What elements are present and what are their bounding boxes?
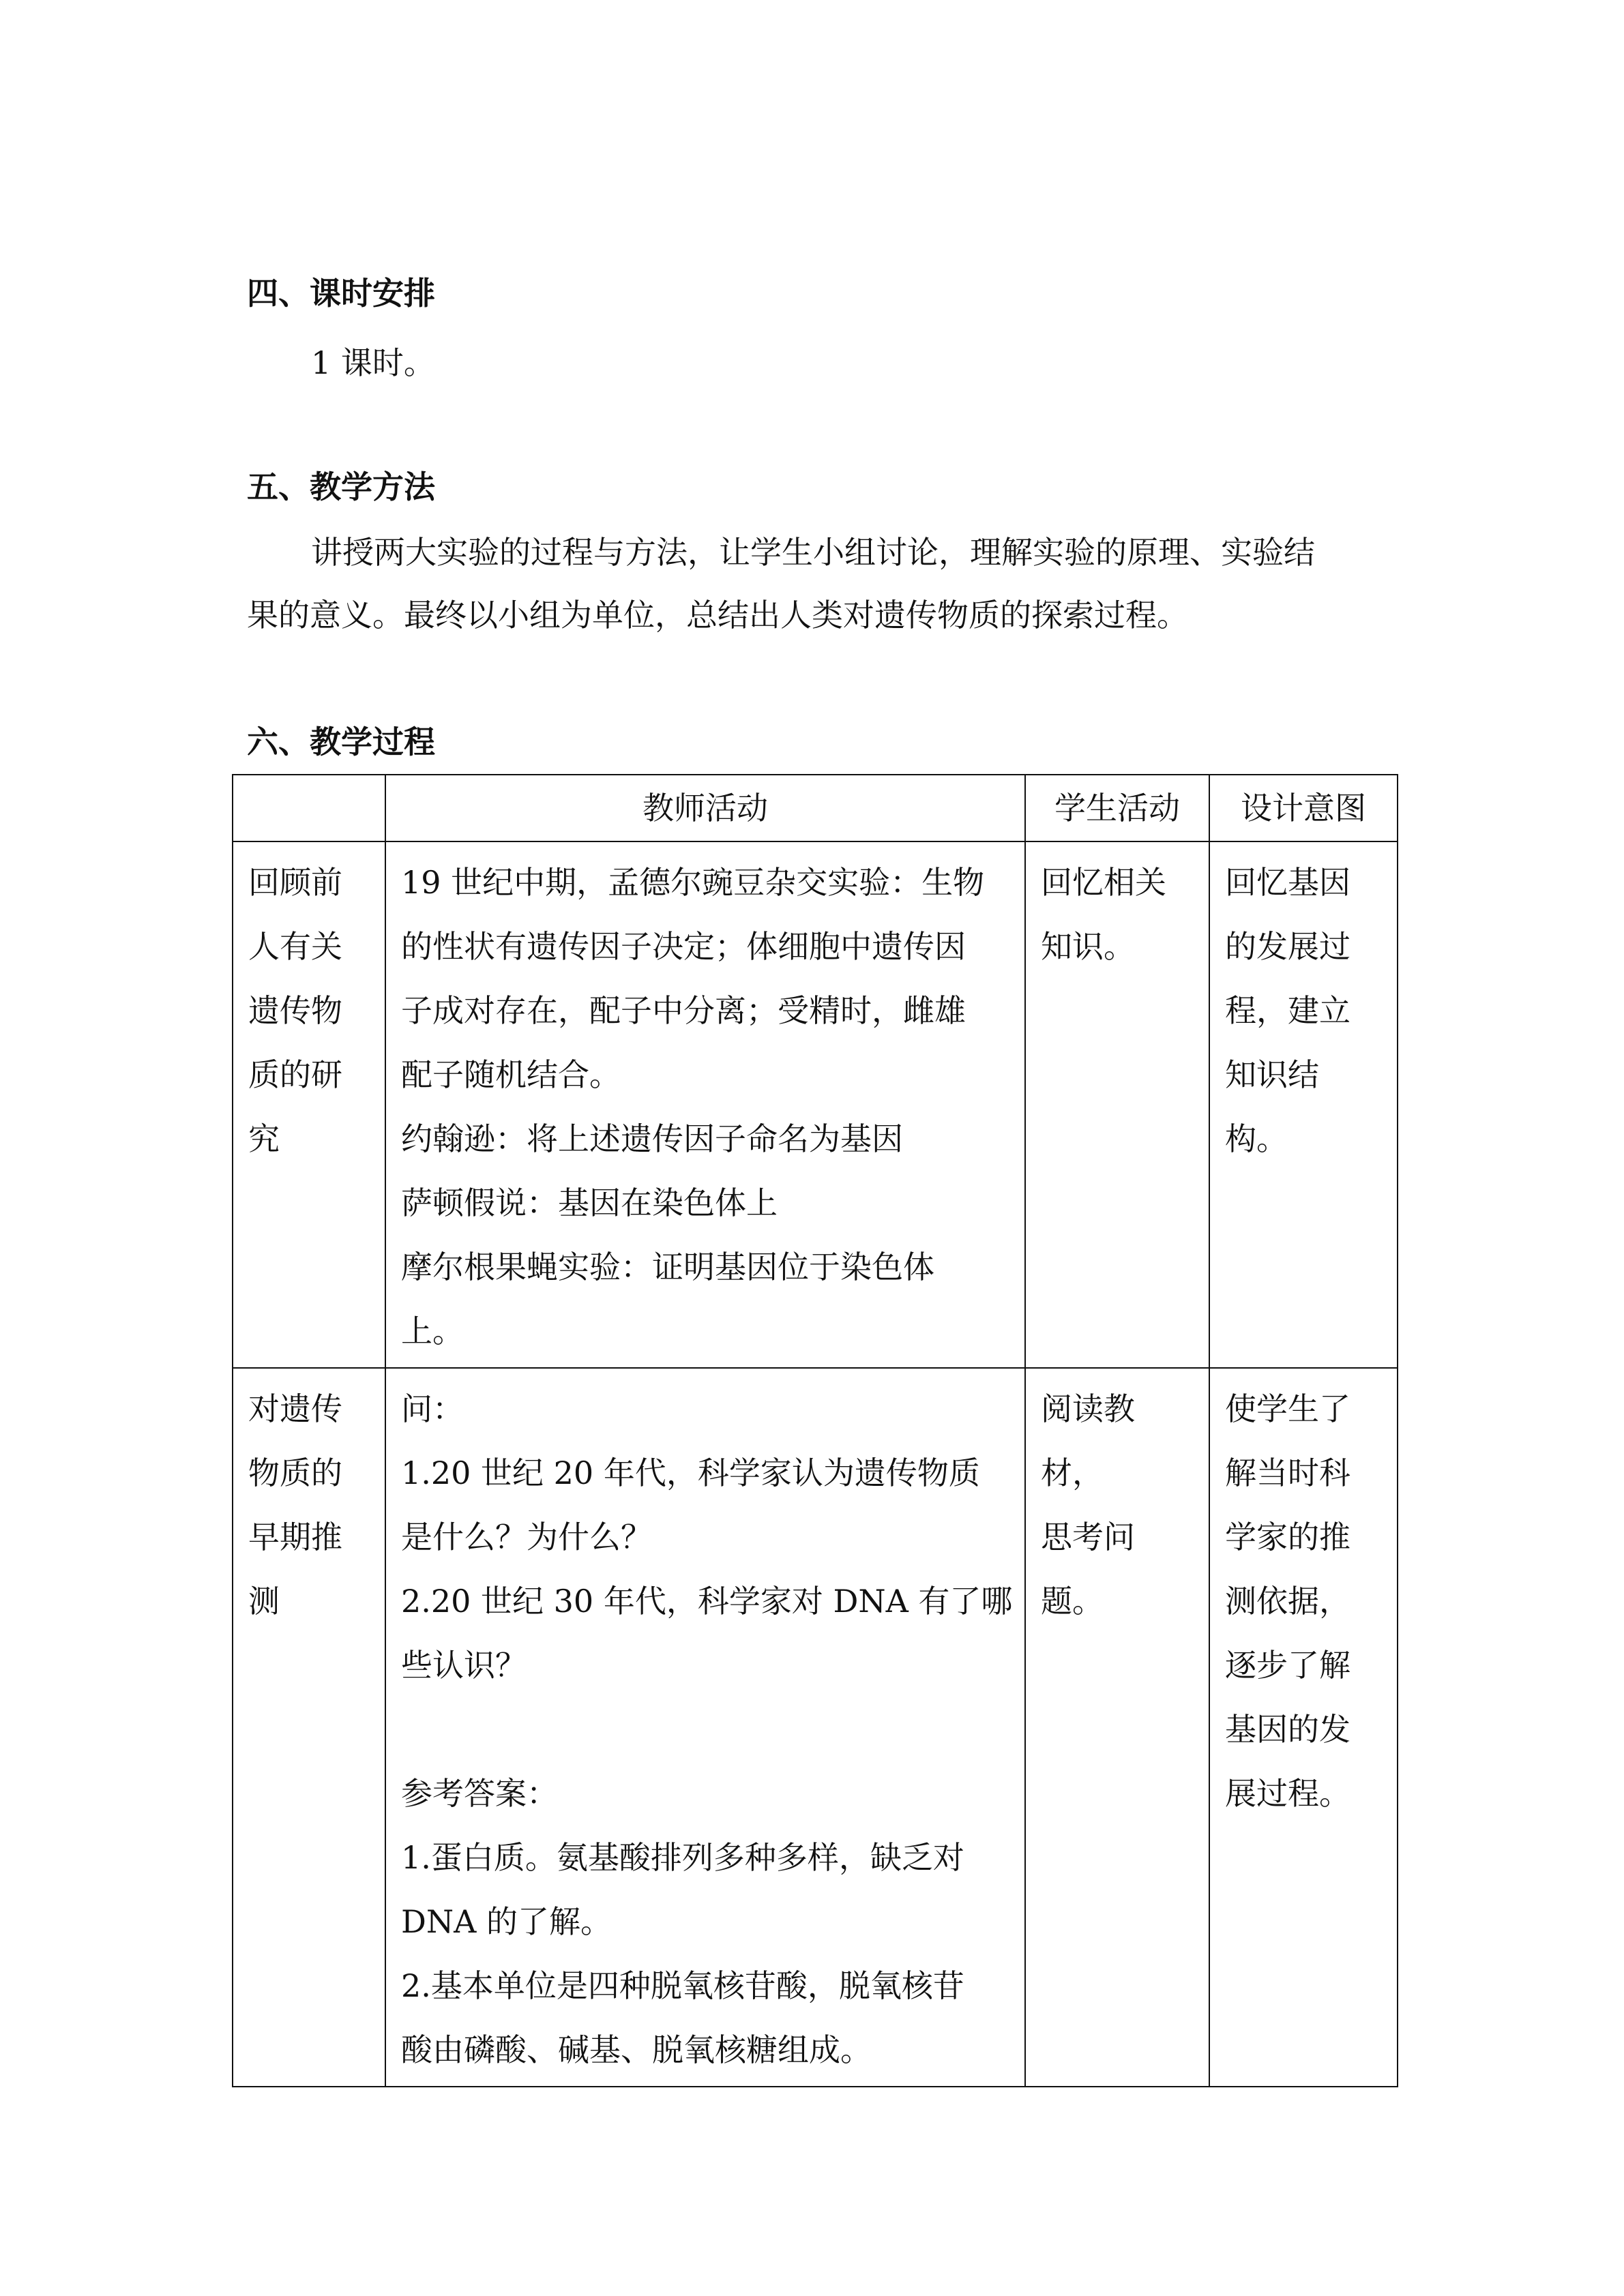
section-heading-process: 六、教学过程 <box>247 724 435 760</box>
cell-line: 萨顿假说：基因在染色体上 <box>401 1184 778 1221</box>
header-cell-student: 学生活动 <box>1025 775 1209 841</box>
table-row <box>233 1368 1398 2087</box>
header-cell-intent: 设计意图 <box>1209 775 1398 841</box>
stage-cell <box>233 841 385 1368</box>
design-intent-cell <box>1209 1368 1398 2087</box>
cell-line: 基因的发 <box>1225 1711 1350 1748</box>
cell-line: 测 <box>248 1583 280 1620</box>
cell-line: 知识。 <box>1041 928 1135 965</box>
stage-cell <box>233 1368 385 2087</box>
cell-line: 些认识？ <box>401 1647 527 1684</box>
cell-line: 知识结 <box>1225 1056 1319 1093</box>
cell-line: 究 <box>248 1120 280 1157</box>
section-heading-schedule: 四、课时安排 <box>247 275 435 312</box>
cell-line: 2.20 世纪 30 年代，科学家对 DNA 有了哪 <box>401 1583 1013 1620</box>
cell-line: 逐步了解 <box>1225 1647 1350 1684</box>
header-cell-teacher: 教师活动 <box>385 775 1025 841</box>
table-row <box>233 841 1398 1368</box>
design-intent-cell <box>1209 841 1398 1368</box>
cell-line: 程，建立 <box>1225 992 1350 1029</box>
cell-line: 人有关 <box>248 928 342 965</box>
cell-line: 子成对存在，配子中分离；受精时，雌雄 <box>401 992 966 1029</box>
student-activity-cell <box>1025 1368 1209 2087</box>
cell-line: 酸由磷酸、碱基、脱氧核糖组成。 <box>401 2031 872 2068</box>
cell-line: 回顾前 <box>248 864 342 901</box>
method-line: 果的意义。最终以小组为单位，总结出人类对遗传物质的探索过程。 <box>247 597 1188 633</box>
teacher-activity-cell <box>385 1368 1025 2087</box>
cell-line: 学家的推 <box>1225 1519 1350 1555</box>
cell-line: 配子随机结合。 <box>401 1056 621 1093</box>
cell-line: 参考答案： <box>401 1775 558 1812</box>
cell-line: 回忆基因 <box>1225 864 1350 901</box>
cell-line: 材， <box>1041 1455 1104 1491</box>
cell-line: 构。 <box>1225 1120 1288 1157</box>
teaching-process-table <box>232 774 1398 2087</box>
cell-line: DNA 的了解。 <box>401 1903 612 1940</box>
cell-line: 1.蛋白质。氨基酸排列多种多样，缺乏对 <box>401 1839 964 1876</box>
cell-line: 约翰逊：将上述遗传因子命名为基因 <box>401 1120 903 1157</box>
cell-line: 问： <box>401 1390 464 1427</box>
schedule-text <box>247 331 1393 394</box>
cell-line: 的发展过 <box>1225 928 1350 965</box>
cell-line: 思考问 <box>1041 1519 1135 1555</box>
cell-line: 题。 <box>1041 1583 1104 1620</box>
cell-line: 2.基本单位是四种脱氧核苷酸，脱氧核苷 <box>401 1967 964 2004</box>
table-header-row <box>233 775 1398 841</box>
cell-line: 使学生了 <box>1225 1390 1350 1427</box>
cell-line: 是什么？为什么？ <box>401 1519 652 1555</box>
header-cell-stage <box>233 775 385 841</box>
cell-line: 上。 <box>401 1313 464 1350</box>
cell-line: 阅读教 <box>1041 1390 1135 1427</box>
cell-line: 摩尔根果蝇实验：证明基因位于染色体 <box>401 1249 934 1285</box>
cell-line: 解当时科 <box>1225 1455 1350 1491</box>
method-line: 讲授两大实验的过程与方法，让学生小组讨论，理解实验的原理、实验结 <box>311 534 1315 571</box>
cell-line: 1.20 世纪 20 年代，科学家认为遗传物质 <box>401 1455 980 1491</box>
cell-line: 19 世纪中期，孟德尔豌豆杂交实验：生物 <box>401 864 985 901</box>
section-heading-method: 五、教学方法 <box>247 468 435 505</box>
cell-line <box>401 1697 1024 1761</box>
cell-line: 物质的 <box>248 1455 342 1491</box>
cell-line: 质的研 <box>248 1056 342 1093</box>
student-activity-cell <box>1025 841 1209 1368</box>
schedule-line: 1 课时。 <box>311 344 435 381</box>
method-paragraph <box>247 521 1393 646</box>
cell-line: 的性状有遗传因子决定；体细胞中遗传因 <box>401 928 966 965</box>
cell-line: 对遗传 <box>248 1390 342 1427</box>
cell-line: 回忆相关 <box>1041 864 1166 901</box>
cell-line: 展过程。 <box>1225 1775 1350 1812</box>
cell-line: 遗传物 <box>248 992 342 1029</box>
teacher-activity-cell <box>385 841 1025 1368</box>
cell-line: 早期推 <box>248 1519 342 1555</box>
cell-line: 测依据， <box>1225 1583 1350 1620</box>
